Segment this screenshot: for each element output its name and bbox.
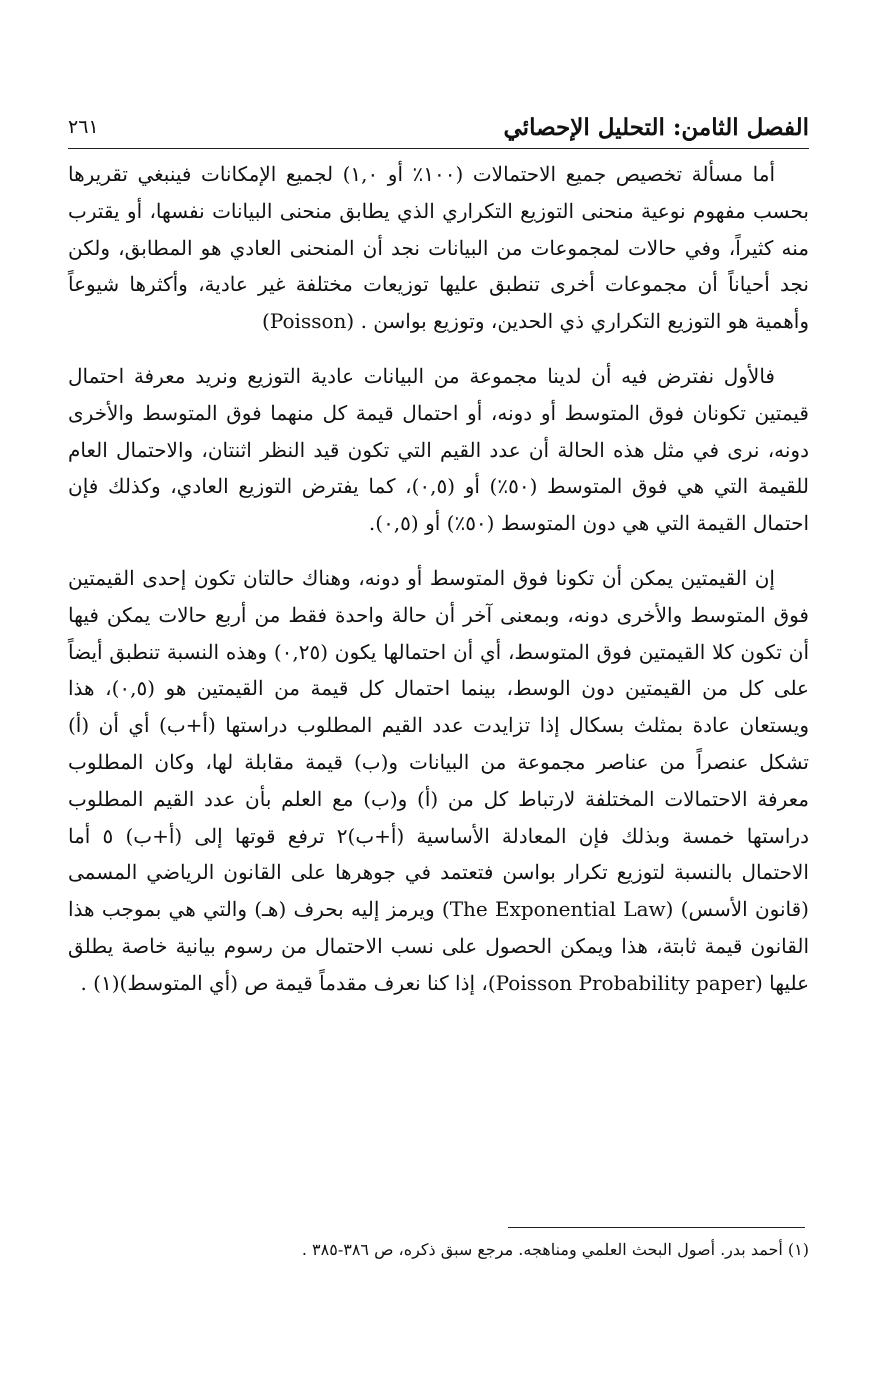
- paragraph-2: فالأول نفترض فيه أن لدينا مجموعة من البيانات عادية التوزيع ونريد معرفة احتمال قيمتين تكونان فوق المتوسط أو دونه، أو احتمال قيمة كل منهما فوق المتوسط والأخرى دونه، نرى في مثل هذه الحالة أن عدد القيم التي تكون قيد النظر اثنتان، والاحتمال العام للقيمة التي هي فوق المتوسط (٥٠٪) أو (٠,٥)، كما يفترض التوزيع العادي، وكذلك فإن احتمال القيمة التي هي دون المتوسط (٥٠٪) أو (٠,٥).: [68, 363, 810, 536]
- paragraph-3: إن القيمتين يمكن أن تكونا فوق المتوسط أو دونه، وهناك حالتان تكون إحدى القيمتين فوق المتوسط والأخرى دونه، وبمعنى آخر أن حالة واحدة فقط من أربع حالات يمكن فيها أن تكون كلا القيمتين فوق المتوسط، أي أن احتمالها يكون (٠,٢٥) وهذه النسبة تنطبق أيضاً على كل من القيمتين دون الوسط، بينما احتمال كل قيمة من القيمتين هو (٠,٥)، هذا ويستعان عادة بمثلث بسكال إذا تزايدت عدد القيم المطلوب دراستها (أ+ب) أي أن (أ) تشكل عنصراً من عناصر مجموعة من البيانات و(ب) قيمة مقابلة لها، وكان المطلوب معرفة الاحتمالات المختلفة لارتباط كل من (أ) و(ب) مع العلم بأن عدد القيم المطلوب دراستها خمسة وبذلك فإن المعادلة الأساسية (أ+ب)٢ ترفع قوتها إلى (أ+ب) ٥ أما الاحتمال بالنسبة لتوزيع تكرار بواسن فتعتمد في جوهرها على القانون الرياضي المسمى (قانون الأسس) (The Exponential Law) ويرمز إليه بحرف (هـ) والتي هي بموجب هذا القانون قيمة ثابتة، هذا ويمكن الحصول على نسب الاحتمال من رسوم بيانية خاصة يطلق عليها (Poisson Probability paper)، إذا كنا نعرف مقدماً قيمة ص (أي المتوسط)(١) .: [68, 565, 809, 995]
- footnote: (١) أحمد بدر. أصول البحث العلمي ومناهجه. مرجع سبق ذكره، ص ٣٨٦-٣٨٥ .: [301, 1240, 809, 1259]
- footnote-divider: [508, 1227, 805, 1228]
- page-number: ٢٦١: [68, 116, 99, 138]
- body-text: [68, 156, 809, 1020]
- running-header: [68, 108, 809, 149]
- chapter-title: الفصل الثامن: التحليل الإحصائي: [503, 114, 809, 141]
- paragraph-1: أما مسألة تخصيص جميع الاحتمالات (١٠٠٪ أو ١,٠) لجميع الإمكانات فينبغي تقريرها بحسب مفهوم نوعية منحنى التوزيع التكراري الذي يطابق منحنى البيانات نفسها، أو يقترب منه كثيراً، وفي حالات لمجموعات من البيانات نجد أن المنحنى العادي هو المطابق، ولكن نجد أحياناً أن مجموعات أخرى تنطبق عليها توزيعات مختلفة غير عادية، وأكثرها شيوعاً وأهمية هو التوزيع التكراري ذي الحدين، وتوزيع بواسن . (Poisson): [68, 162, 809, 334]
